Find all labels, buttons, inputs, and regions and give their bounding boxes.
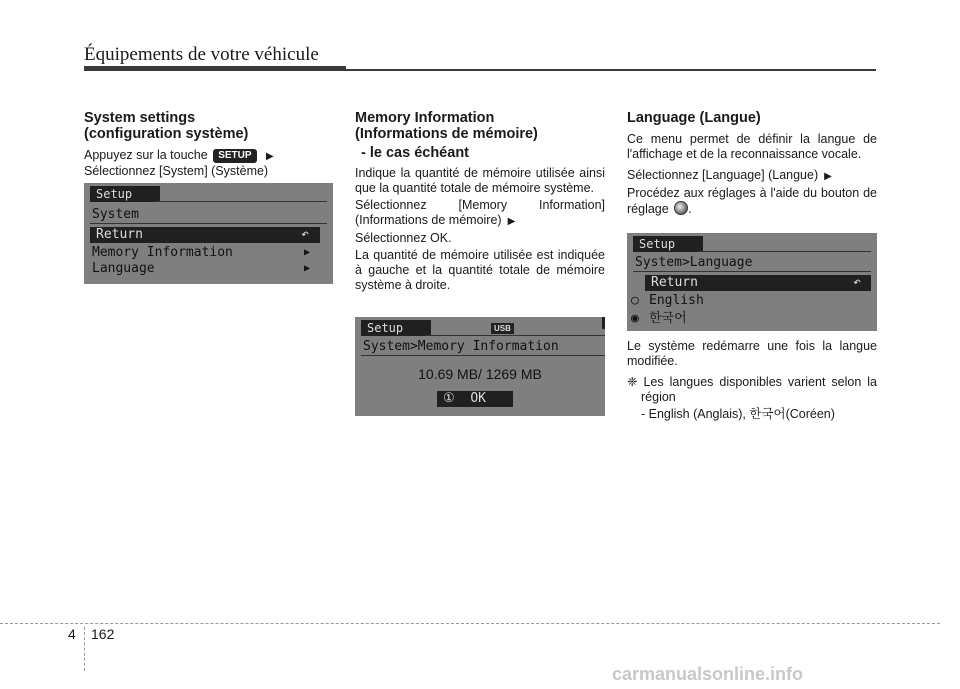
memory-p4: La quantité de mémoire utilisée est indiquée à gauche et la quantité totale de mémoire système à droite. (355, 248, 605, 292)
screen-crumb: System>Memory Information (363, 339, 559, 354)
header-rule-thin (346, 69, 876, 71)
header-rule (84, 66, 346, 71)
menu-item-return[interactable]: Return ↶ (645, 275, 871, 291)
arrow-right-icon: ▶ (824, 171, 832, 182)
system-settings-instruction: Appuyez sur la touche SETUP ▶ Sélectionnez [System] (Système) (84, 148, 274, 178)
memory-p2: Sélectionnez [Memory Information] (Informations de mémoire) ▶ (355, 198, 605, 227)
system-settings-heading: System settings (configuration système) (84, 110, 249, 142)
arrow-right-icon: ▶ (266, 151, 274, 162)
chapter-title: Équipements de votre véhicule (84, 44, 319, 65)
footer-rule (0, 623, 940, 624)
ok-button[interactable]: ① OK (437, 391, 513, 407)
page-divider (84, 627, 85, 671)
system-screen (84, 183, 333, 284)
language-list: - English (Anglais), 한국어(Coréen) (641, 407, 835, 421)
screen-tab-setup: Setup (633, 236, 703, 252)
screen-tab-setup: Setup (361, 320, 431, 336)
section-memory-information (355, 110, 605, 295)
language-p4: Le système redémarre une fois la langue modifiée. (627, 339, 877, 368)
chevron-right-icon: ▶ (304, 247, 311, 258)
language-p1: Ce menu permet de définir la langue de l'affichage et de la reconnaissance vocale. (627, 132, 877, 161)
section-language (627, 110, 877, 219)
screen-crumb: System (92, 207, 139, 222)
option-korean[interactable]: 한국어 (649, 311, 687, 326)
usb-badge: USB (491, 323, 514, 334)
return-icon: ↶ (853, 275, 861, 290)
option-english[interactable]: English (649, 293, 704, 308)
edge-marker (602, 317, 605, 329)
menu-item-language[interactable]: Language (92, 261, 155, 276)
language-p2: Sélectionnez [Language] (Langue) ▶ (627, 168, 832, 182)
setup-key-badge: SETUP (213, 149, 256, 163)
memory-value: 10.69 MB/ 1269 MB (418, 366, 542, 382)
screen-tab-setup: Setup (90, 186, 160, 202)
return-icon[interactable]: ↶ (290, 227, 320, 243)
menu-item-return[interactable]: Return (90, 227, 292, 243)
tune-knob-icon (674, 201, 688, 215)
chevron-right-icon: ▶ (304, 263, 311, 274)
note-icon: ❈ (627, 375, 638, 389)
memory-screen (355, 317, 605, 416)
menu-item-memory-information[interactable]: Memory Information (92, 245, 233, 260)
language-screen (627, 233, 877, 331)
chapter-number: 4 (68, 626, 76, 642)
language-p3: Procédez aux réglages à l'aide du bouton de réglage . (627, 186, 877, 216)
memory-p3: Sélectionnez OK. (355, 231, 452, 245)
language-heading: Language (Langue) (627, 110, 761, 126)
language-notes (627, 339, 877, 424)
radio-english[interactable]: ○ (631, 293, 639, 308)
memory-information-heading: Memory Information (Informations de mémoire) (355, 110, 538, 142)
language-note: ❈ Les langues disponibles varient selon la région (627, 375, 877, 404)
memory-p1: Indique la quantité de mémoire utilisée ainsi que la quantité totale de mémoire système. (355, 166, 605, 195)
watermark: carmanualsonline.info (612, 664, 804, 684)
screen-crumb: System>Language (635, 255, 753, 270)
section-system-settings (84, 110, 334, 181)
radio-korean-selected[interactable]: ◉ (631, 311, 639, 326)
arrow-right-icon: ▶ (507, 216, 516, 227)
page-number: 162 (91, 626, 115, 642)
memory-information-subheading: - le cas échéant (361, 145, 469, 161)
